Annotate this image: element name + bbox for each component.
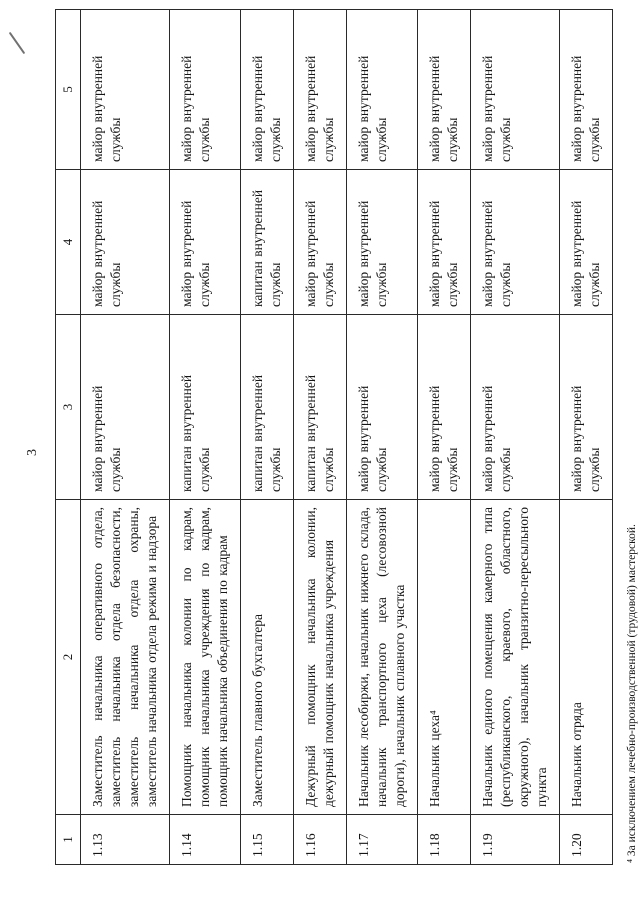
table-header-row [56,10,81,865]
rank-text: майор внутренней службы [179,55,212,162]
table-row-1-18 [418,10,471,865]
rank-cell-col5 [347,10,418,170]
rank-cell-col5 [81,10,170,170]
rank-text: майор внутренней службы [427,200,460,307]
header-cell-2: 2 [56,500,81,815]
rank-text: капитан внутренней службы [179,374,212,492]
rank-text: майор внутренней службы [569,55,602,162]
rank-text: майор внутренней службы [480,385,513,492]
rank-text: майор внутренней службы [480,55,513,162]
table-row-1-17 [347,10,418,865]
rank-cell-col3 [170,315,241,500]
position-title-cell: Заместитель главного бухгалтера [241,500,294,815]
position-title-cell: Начальник отряда [560,500,613,815]
table-row-1-13 [81,10,170,865]
rank-cell-col3 [418,315,471,500]
table-row-1-19 [471,10,560,865]
rank-cell-col5 [471,10,560,170]
table-row-1-14 [170,10,241,865]
rank-cell-col4 [560,170,613,315]
header-cell-5: 5 [56,10,81,170]
rank-cell-col4 [418,170,471,315]
rank-cell-col4 [170,170,241,315]
page-number: 3 [25,449,40,456]
rank-cell-col3 [241,315,294,500]
rank-cell-col3 [347,315,418,500]
rank-text: капитан внутренней службы [303,374,336,492]
row-number-cell: 1.20 [560,815,613,865]
rank-text: капитан внутренней службы [250,189,283,307]
rank-text: майор внутренней службы [480,200,513,307]
positions-ranks-table [55,9,613,865]
rank-cell-col3 [294,315,347,500]
rank-cell-col5 [418,10,471,170]
rank-text: майор внутренней службы [427,55,460,162]
row-number-cell: 1.17 [347,815,418,865]
rank-text: капитан внутренней службы [250,374,283,492]
header-cell-1: 1 [56,815,81,865]
row-number-cell: 1.18 [418,815,471,865]
rank-cell-col3 [471,315,560,500]
rank-text: майор внутренней службы [356,385,389,492]
rank-text: майор внутренней службы [356,200,389,307]
rank-cell-col5 [294,10,347,170]
rank-cell-col4 [471,170,560,315]
rank-cell-col4 [347,170,418,315]
rank-text: майор внутренней службы [569,200,602,307]
rank-cell-col4 [81,170,170,315]
row-number-cell: 1.13 [81,815,170,865]
table-row-1-16 [294,10,347,865]
rank-text: майор внутренней службы [250,55,283,162]
row-number-cell: 1.19 [471,815,560,865]
rank-cell-col4 [241,170,294,315]
rank-text: майор внутренней службы [356,55,389,162]
rank-text: майор внутренней службы [303,55,336,162]
rank-cell-col5 [241,10,294,170]
rank-text: майор внутренней службы [427,385,460,492]
table-row-1-20 [560,10,613,865]
position-title-cell: Начальник цеха⁴ [418,500,471,815]
position-title-cell: Заместитель начальника оперативного отдела, заместитель начальника отдела безопасности, заместитель начальника отдела охраны, заместитель начальника отдела режима и надзора [81,500,170,815]
rank-text: майор внутренней службы [569,385,602,492]
rank-text: майор внутренней службы [179,200,212,307]
rank-text: майор внутренней службы [90,385,123,492]
row-number-cell: 1.14 [170,815,241,865]
header-cell-4: 4 [56,170,81,315]
position-title-cell: Начальник единого помещения камерного типа (республиканского, краевого, областного, окружного), начальник транзитно-пересыльного пункта [471,500,560,815]
rank-text: майор внутренней службы [90,55,123,162]
rank-cell-col3 [81,315,170,500]
row-number-cell: 1.15 [241,815,294,865]
table-row-1-15 [241,10,294,865]
rank-text: майор внутренней службы [303,200,336,307]
position-title-cell: Помощник начальника колонии по кадрам, помощник начальника учреждения по кадрам, помощник начальника объединения по кадрам [170,500,241,815]
rank-text: майор внутренней службы [90,200,123,307]
position-title-cell: Начальник лесобиржи, начальник нижнего склада, начальник транспортного цеха (лесовозной дороги), начальник сплавного участка [347,500,418,815]
position-title-cell: Дежурный помощник начальника колонии, дежурный помощник начальника учреждения [294,500,347,815]
row-number-cell: 1.16 [294,815,347,865]
footnote: ⁴ За исключением лечебно-производственной (трудовой) мастерской. [626,524,638,863]
rank-cell-col3 [560,315,613,500]
header-cell-3: 3 [56,315,81,500]
rank-cell-col5 [170,10,241,170]
rank-cell-col5 [560,10,613,170]
rank-cell-col4 [294,170,347,315]
